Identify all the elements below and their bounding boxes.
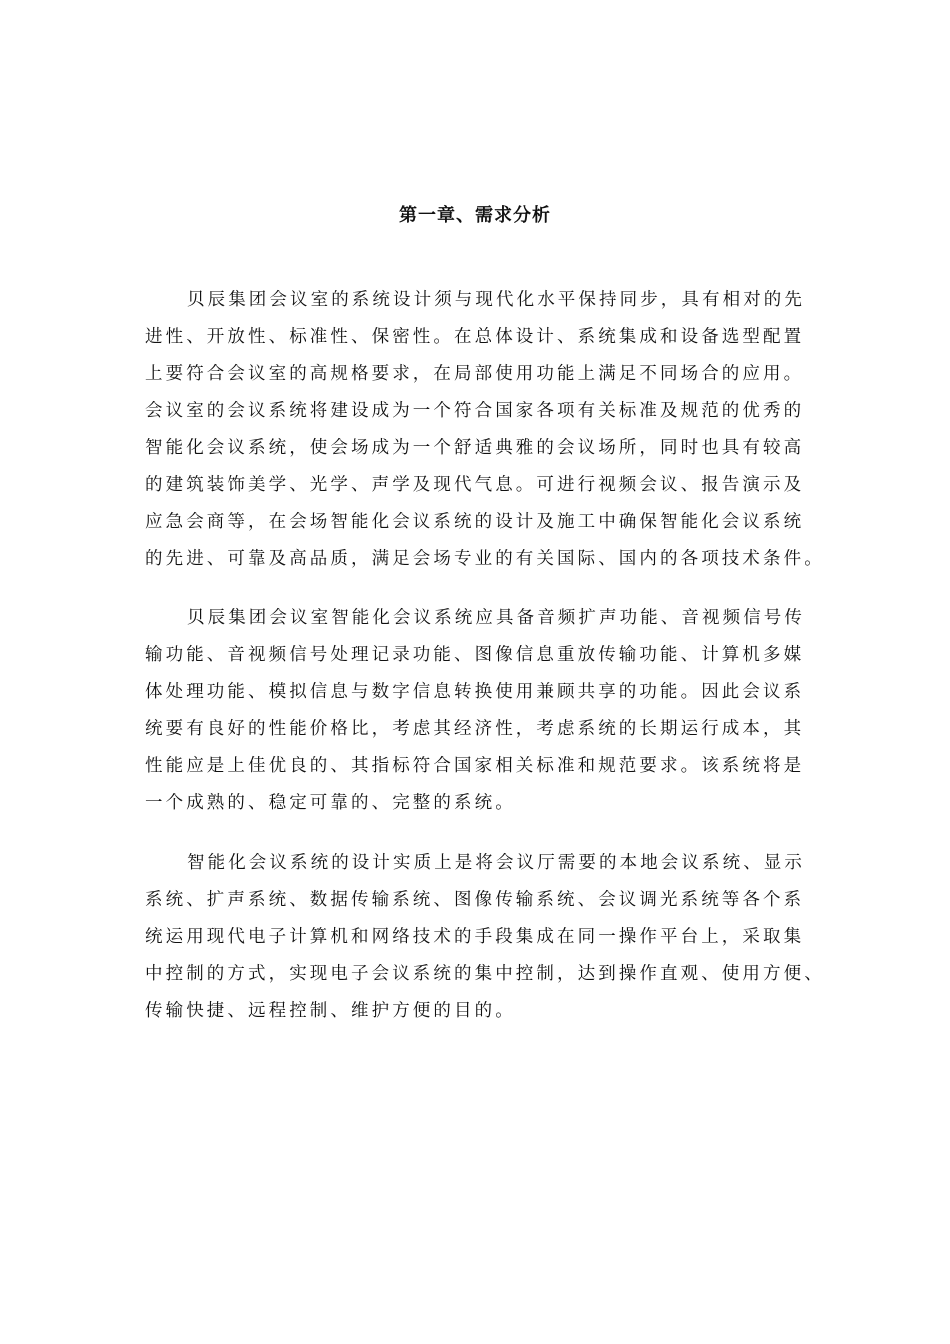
- paragraph-line: 应急会商等，在会场智能化会议系统的设计及施工中确保智能化会议系统: [145, 512, 805, 532]
- chapter-title: 第一章、需求分析: [399, 205, 551, 226]
- paragraph-1: [145, 282, 835, 578]
- paragraph-2: [145, 600, 835, 822]
- paragraph-line: 智能化会议系统，使会场成为一个舒适典雅的会议场所，同时也具有较高: [145, 438, 805, 458]
- paragraph-line: 输功能、音视频信号处理记录功能、图像信息重放传输功能、计算机多媒: [145, 645, 805, 665]
- paragraph-line: 传输快捷、远程控制、维护方便的目的。: [145, 1001, 516, 1021]
- paragraph-line: 体处理功能、模拟信息与数字信息转换使用兼顾共享的功能。因此会议系: [145, 682, 805, 702]
- paragraph-line: 贝辰集团会议室的系统设计须与现代化水平保持同步，具有相对的先: [187, 290, 805, 310]
- paragraph-line: 统运用现代电子计算机和网络技术的手段集成在同一操作平台上，采取集: [145, 927, 805, 947]
- paragraph-line: 的先进、可靠及高品质，满足会场专业的有关国际、国内的各项技术条件。: [145, 549, 825, 569]
- paragraph-line: 统要有良好的性能价格比，考虑其经济性，考虑系统的长期运行成本，其: [145, 719, 805, 739]
- paragraph-line: 进性、开放性、标准性、保密性。在总体设计、系统集成和设备选型配置: [145, 327, 805, 347]
- paragraph-line: 智能化会议系统的设计实质上是将会议厅需要的本地会议系统、显示: [187, 853, 805, 873]
- paragraph-line: 中控制的方式，实现电子会议系统的集中控制，达到操作直观、使用方便、: [145, 964, 825, 984]
- paragraph-line: 性能应是上佳优良的、其指标符合国家相关标准和规范要求。该系统将是: [145, 756, 805, 776]
- paragraph-3: [145, 845, 835, 1030]
- paragraph-line: 的建筑装饰美学、光学、声学及现代气息。可进行视频会议、报告演示及: [145, 475, 805, 495]
- paragraph-line: 一个成熟的、稳定可靠的、完整的系统。: [145, 793, 516, 813]
- paragraph-line: 系统、扩声系统、数据传输系统、图像传输系统、会议调光系统等各个系: [145, 890, 805, 910]
- paragraph-line: 上要符合会议室的高规格要求，在局部使用功能上满足不同场合的应用。: [145, 364, 805, 384]
- paragraph-line: 贝辰集团会议室智能化会议系统应具备音频扩声功能、音视频信号传: [187, 608, 805, 628]
- paragraph-line: 会议室的会议系统将建设成为一个符合国家各项有关标准及规范的优秀的: [145, 401, 805, 421]
